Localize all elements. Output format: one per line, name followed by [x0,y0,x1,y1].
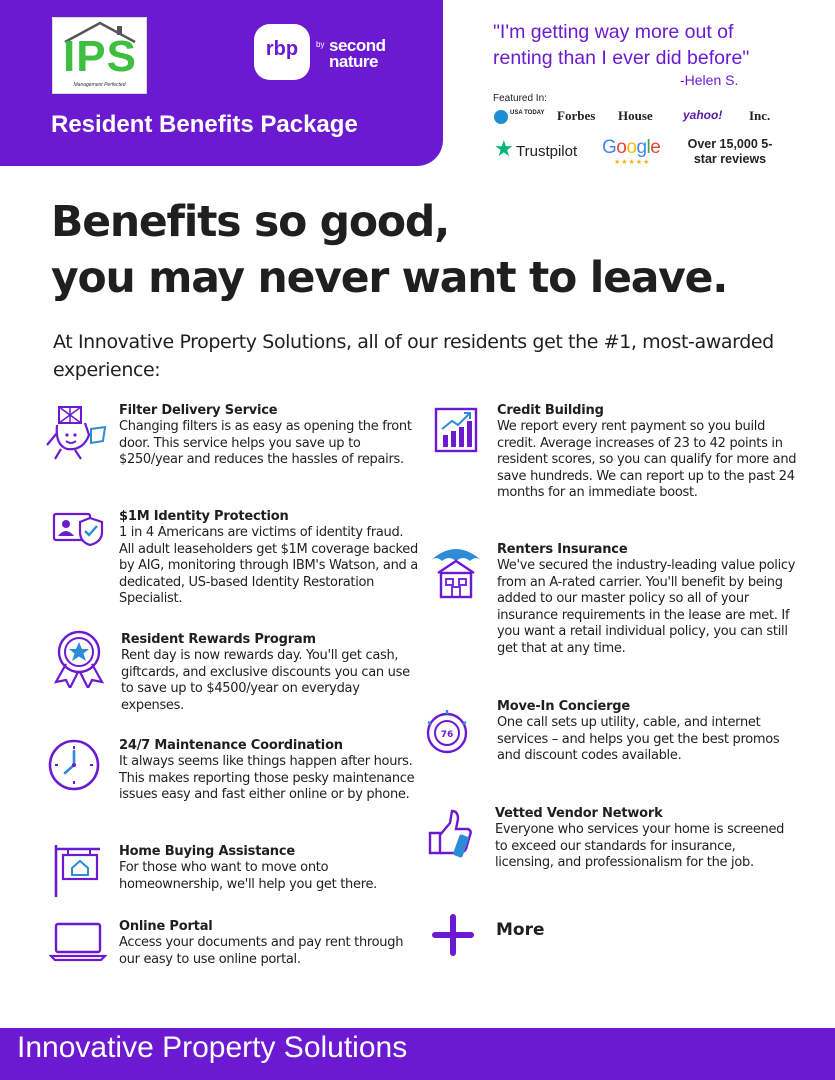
footer-company-name: Innovative Property Solutions [17,1031,408,1064]
inc-logo: Inc. [749,108,771,123]
trustpilot-star-icon: ★ [494,137,514,162]
testimonial-quote: "I'm getting way more out of renting than I ever did before" [493,21,750,69]
svg-text:76: 76 [440,730,454,740]
featured-in-label: Featured In: [493,93,547,104]
ips-logo-tagline: Management Perfected [73,82,126,88]
benefit-credit-building [497,402,797,502]
benefit-identity-protection [119,508,419,608]
benefit-title: Filter Delivery Service [119,403,278,418]
second-nature-logo: second nature [329,36,386,71]
benefit-title: Home Buying Assistance [119,844,295,859]
benefit-description: Rent day is now rewards day. You'll get cash, giftcards, and exclusive discounts you can use to save up to $4500/year on everyday expenses. [121,648,410,713]
rbp-by-label: by [316,40,325,49]
ips-logo [52,17,147,94]
benefit-title: Renters Insurance [497,542,628,557]
forbes-logo: Forbes [557,108,596,123]
google-stars-icon: ★★★★★ [614,158,651,166]
benefit-maintenance [119,737,419,804]
package-title: Resident Benefits Package [51,111,358,138]
testimonial-author: -Helen S. [680,72,739,88]
home-sign-icon [52,843,112,903]
award-ribbon-icon [52,630,112,690]
benefit-title: Resident Rewards Program [121,632,316,647]
usa-today-logo: USA TODAY [510,110,545,116]
benefit-description: We've secured the industry-leading value policy from an A-rated carrier. You'll benefit by being added to our master policy so all of your insurance requirements in the lease are met. If you want a retail individual policy, you can still get that at any time. [497,558,796,656]
benefit-title: $1M Identity Protection [119,509,289,524]
benefit-description: Changing filters is as easy as opening the front door. This service helps you save up to $250/year and reduces the hassles of repairs. [119,419,412,467]
benefit-renters-insurance [497,541,797,657]
google-logo: Google [602,137,661,158]
benefit-title: Move-In Concierge [497,699,631,714]
credit-chart-icon [434,405,494,465]
benefit-title: Vetted Vendor Network [495,806,663,821]
benefit-home-buying [119,843,419,893]
intro-text: At Innovative Property Solutions, all of our residents get the #1, most-awarded experience: [53,331,774,381]
rbp-logo-text: rbp [265,38,299,60]
header-banner [0,0,443,166]
benefit-description: 1 in 4 Americans are victims of identity fraud. All adult leaseholders get $1M coverage backed by AIG, monitoring through IBM's Watson, and a dedicated, US-based Identity Restoration Specialist. [119,525,418,606]
more-label: More [496,920,545,940]
trustpilot-logo: Trustpilot [516,143,578,160]
benefit-title: Online Portal [119,919,213,934]
page-headline [51,195,811,307]
clock-icon [47,738,107,798]
yahoo-logo: yahoo! [683,108,723,122]
benefit-description: For those who want to move onto homeownership, we'll help you get there. [119,860,377,892]
house-umbrella-icon [426,543,486,603]
headline-line-1: Benefits so good, [51,198,450,247]
filter-delivery-icon [45,405,105,465]
benefit-description: Access your documents and pay rent through our easy to use online portal. [119,935,404,967]
thumbs-up-icon [426,805,486,865]
benefit-description: Everyone who services your home is screened to exceed our standards for insurance, licensing, and professionalism for the job. [495,822,785,870]
benefit-title: Credit Building [497,403,604,418]
reviews-count: Over 15,000 5-star reviews [687,137,773,166]
benefit-description: It always seems like things happen after hours. This makes reporting those pesky maintenance issues easy and fast either online or by phone. [119,754,415,802]
thermostat-icon [424,708,484,768]
benefit-online-portal [119,918,419,968]
benefit-vetted-vendor [495,805,795,872]
headline-line-2: you may never want to leave. [51,254,728,303]
plus-icon [432,914,492,974]
benefit-title: 24/7 Maintenance Coordination [119,738,343,753]
rbp-logo [254,24,310,80]
usa-today-logo-icon [494,110,508,124]
benefit-resident-rewards [121,631,421,714]
ips-logo-text: IPS [63,32,137,81]
benefit-filter-delivery [119,402,419,469]
house-logo: House [618,108,653,123]
benefit-description: We report every rent payment so you build credit. Average increases of 23 to 42 points in resident scores, so you can qualify for more and save hundreds. We can report up to the past 24 months for an immediate boost. [497,419,797,500]
laptop-icon [49,922,109,982]
identity-shield-icon [52,510,112,570]
benefit-description: One call sets up utility, cable, and internet services – and helps you get the best promos and discount codes available. [497,715,780,763]
benefit-move-in-concierge [497,698,797,765]
